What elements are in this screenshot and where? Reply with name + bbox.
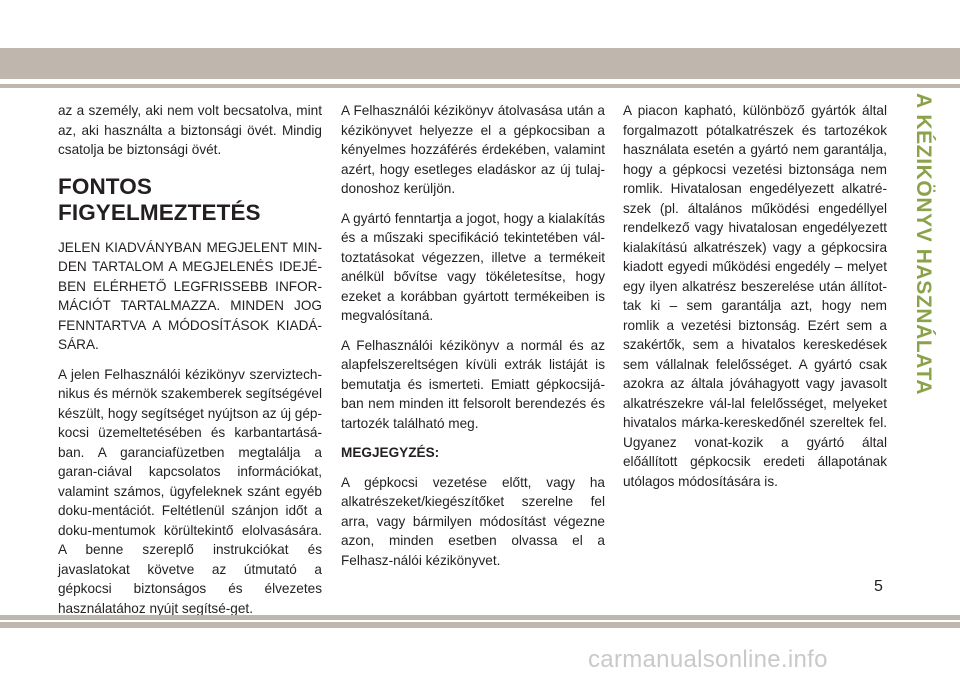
column-left (58, 101, 322, 628)
header-band (0, 48, 960, 79)
footer-band-upper (0, 615, 960, 620)
note-body: A gépkocsi vezetése előtt, vagy ha alkatrészeket/kiegészítőket szerelne fel arra, vagy bármilyen módosítást végezne azon, minden esetben olvassa el a Felhasz-nálói kézikönyvet. (341, 474, 605, 568)
paragraph-intro: A jelen Felhasználói kézikönyv szerviztech-nikus és mérnök szakemberek segítségével készült, hogy segítséget nyújtson az új gép-kocsi üzemeltetésében és karbantartásá-ban. A garanciafüzetben megtalálja a garan-ciával kapcsolatos információkat, valamint számos, ügyfeleknek szánt egyéb doku-mentációt. Feltétlenül szánjon időt a doku-mentumok körültekintő elolvasására. A benne szereplő instrukciókat és javaslatokat követve az útmutató a gépkocsi biztonságos és élvezetes használatához nyújt segítsé-get. (58, 366, 322, 616)
column-right (623, 101, 887, 501)
paragraph-seatbelt: az a személy, aki nem volt becsatolva, mint az, aki használta a biztonsági övét. Mindig csatolja be biztonsági övét. (58, 103, 322, 157)
paragraph-spare-parts: A piacon kapható, különböző gyártók által forgalmazott pótalkatrészek és tartozékok használata esetén a gyártó nem garantálja, hogy a gépkocsi vezetési biztonsága nem romlik. Hivatalosan engedélyezett alkatré-szek (pl. általános működési engedéllyel rendelkező vagy hivatalosan engedélyezett kialakítású alkatrészek) vagy a gépkocsira kiadott egyedi működési engedély – melyet egy ilyen alkatrész beszerelése után állítot-tak ki – sem garantálja azt, hogy nem romlik a vezetési biztonság. Ezért sem a szakértők, sem a hivatalos kereskedések sem vállalnak felelősséget. A gyártó csak azokra az általa jóváhagyott vagy javasolt alkatrészekre vál-lal felelősséget, melyeket hivatalos márka-kereskedőnél szereltek fel. Ugyanez vonat-kozik a gyártó által előállított gépkocsik eredeti állapotának utólagos módosítására is. (623, 103, 887, 489)
paragraph-equipment-list: A Felhasználói kézikönyv a normál és az alapfelszereltségen kívüli extrák listáját is bemutatja és ismerteti. Emiatt gépkocsijá-ban nem minden itt felsorolt berendezés és tartozék található meg. (341, 337, 605, 431)
chapter-side-tab (905, 93, 941, 396)
footer-band-lower (0, 622, 960, 628)
watermark-text: carmanualsonline.info (588, 646, 828, 673)
header-blank (0, 0, 960, 48)
paragraph-manufacturer-rights: A gyártó fenntartja a jogot, hogy a kialakítás és a műszaki specifikáció tekintetében vál-toztatásokat végezzen, illetve a termékeit anélkül bővítse vagy tökéletesítse, hogy ezeket a korábban gyártott termékeiben is megvalósítaná. (341, 210, 605, 323)
section-heading: FONTOS FIGYELMEZTETÉS (58, 173, 261, 225)
chapter-title: A KÉZIKÖNYV HASZNÁLATA (912, 93, 935, 396)
column-middle (341, 101, 605, 580)
header-rule (0, 84, 960, 88)
note-title: MEGJEGYZÉS: (341, 445, 440, 460)
page-number: 5 (874, 578, 883, 595)
paragraph-rights-notice: JELEN KIADVÁNYBAN MEGJELENT MIN-DEN TARTALOM A MEGJELENÉS IDEJÉ-BEN ELÉRHETŐ LEGFRISSEBB INFOR-MÁCIÓT TARTALMAZZA. MINDEN JOG FENNTARTVA A MÓDOSÍTÁSOK KIADÁ-SÁRA. (58, 239, 322, 352)
paragraph-keep-manual: A Felhasználói kézikönyv átolvasása után a kézikönyvet helyezze el a gépkocsiban a kényelmes hozzáférés érdekében, valamint azért, hogy esetleges eladáskor az új tulaj-donoshoz kerüljön. (341, 103, 605, 196)
